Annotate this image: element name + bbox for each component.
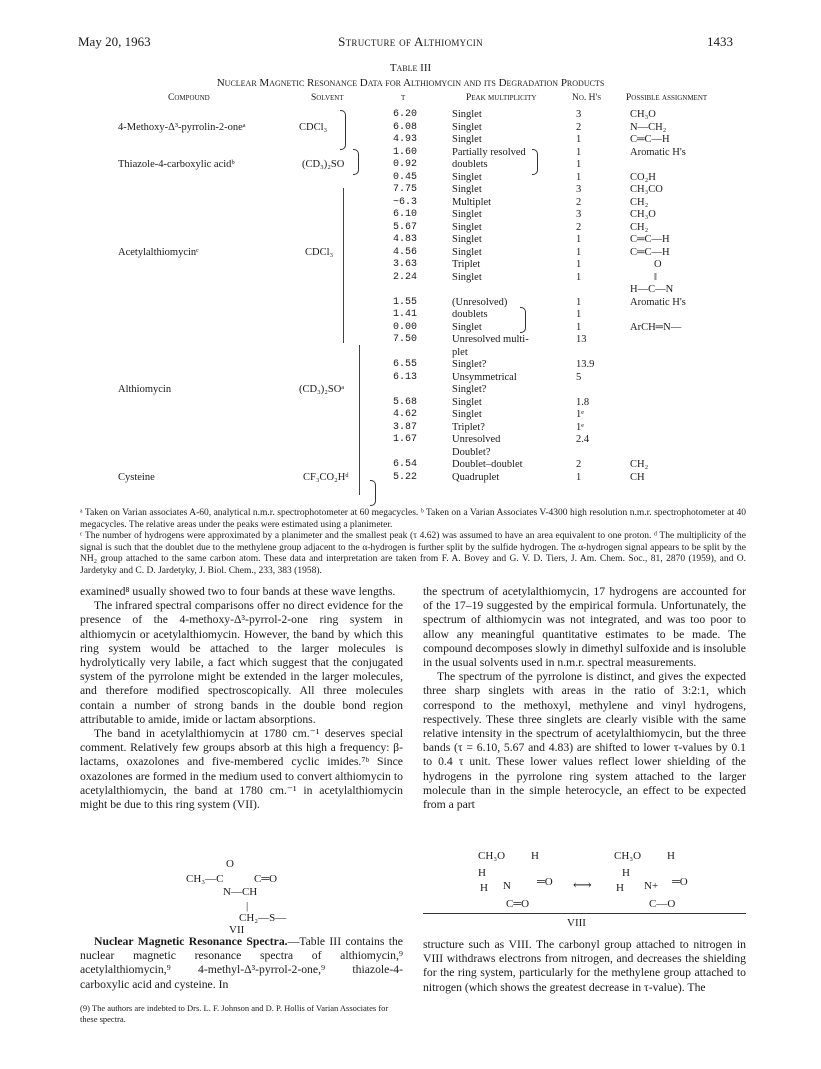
table-cell-assignment: CH₃CO: [630, 184, 663, 195]
structure-vii-label: VII: [229, 924, 245, 936]
table-cell-multiplicity: Singlet: [452, 409, 482, 420]
table-cell-h-count: 1: [576, 259, 582, 270]
table-cell-assignment: CH: [630, 471, 645, 483]
table-cell-multiplicity: doublets: [452, 309, 488, 320]
table-cell-tau-value: 4.56: [393, 246, 418, 258]
table-cell-tau-value: 4.62: [393, 409, 418, 420]
table-cell-multiplicity: Singlet: [452, 121, 482, 133]
reference-9: (9) The authors are indebted to Drs. L. F. Johnson and D. P. Hollis of Varian Associates for these spectra.: [80, 1003, 389, 1024]
table-cell-assignment: H—C—N: [630, 284, 674, 295]
table-cell-assignment: CH₂: [630, 221, 649, 233]
table-cell-assignment: C═C—H: [630, 234, 670, 245]
col-header-tau: τ: [401, 93, 406, 103]
group-brace: [532, 149, 538, 175]
table-cell-h-count: 2: [576, 121, 582, 133]
table-cell-tau-value: 0.00: [393, 321, 418, 333]
section-heading: Nuclear Magnetic Resonance Spectra.: [94, 935, 288, 948]
table-cell-multiplicity: Singlet: [452, 271, 482, 283]
table-cell-tau-value: 3.63: [393, 259, 418, 270]
table-cell-tau-value: 5.67: [393, 221, 418, 233]
table-cell-multiplicity: Singlet?: [452, 384, 487, 395]
table-cell-multiplicity: Singlet: [452, 184, 482, 195]
table-cell-compound: Acetylalthiomycinᶜ: [118, 246, 199, 258]
table-cell-tau-value: 2.24: [393, 271, 418, 283]
table-cell-multiplicity: Unresolved multi-: [452, 334, 529, 345]
table-cell-tau-value: 5.22: [393, 471, 418, 483]
table-cell-h-count: 2.4: [576, 434, 590, 445]
table-cell-multiplicity: Doublet–doublet: [452, 459, 523, 470]
paragraph: —Table III contains the nuclear magnetic resonance spectra of althiomycin,⁹ acetylalthiomycin,⁹ 4-methyl-Δ³-pyrrol-2-one,⁹ thiazole-4-carboxylic acid and cysteine. In: [80, 935, 403, 991]
col-header-assignment: Possible assignment: [626, 93, 708, 103]
col-header-compound: Compound: [168, 93, 210, 103]
table-cell-tau-value: 6.13: [393, 371, 418, 383]
table-cell-h-count: 1: [576, 321, 582, 333]
table-cell-assignment: Aromatic H's: [630, 146, 686, 158]
table-cell-multiplicity: Singlet: [452, 171, 482, 183]
table-cell-multiplicity: doublets: [452, 159, 488, 170]
table-cell-compound: Thiazole-4-carboxylic acidᵇ: [118, 159, 235, 170]
table-cell-h-count: 1: [576, 146, 582, 158]
page-number: 1433: [707, 34, 733, 49]
table-cell-tau-value: 6.08: [393, 121, 418, 133]
table-cell-tau-value: ~6.3: [393, 196, 418, 208]
table-label: Table III: [389, 62, 432, 74]
table-title: Nuclear Magnetic Resonance Data for Althiomycin and its Degradation Products: [216, 77, 605, 89]
group-brace: [370, 480, 376, 506]
table-cell-multiplicity: Multiplet: [452, 196, 492, 208]
table-cell-tau-value: 7.50: [393, 334, 418, 345]
table-cell-assignment: CO₂H: [630, 171, 656, 183]
table-cell-assignment: ‖: [654, 271, 657, 283]
table-cell-h-count: 3: [576, 109, 582, 120]
table-cell-h-count: 5: [576, 371, 582, 383]
paragraph: The band in acetylalthiomycin at 1780 cm.⁻¹ deserves special comment. Relatively few groups absorb at this high a frequency: β-lactams, oxazolones and five-membered cyclic imides.⁷ᵇ Since oxazolones are formed in the medium used to convert althiomycin to acetylalthiomycin, the band at 1780 cm.⁻¹ in acetylalthiomycin might be due to this ring system (VII).: [80, 727, 403, 812]
table-cell-h-count: 13.9: [576, 359, 595, 370]
running-title: Structure of Althiomycin: [338, 34, 483, 49]
col-header-nh: No. H's: [572, 93, 602, 103]
table-cell-h-count: 2: [576, 221, 582, 233]
table-cell-multiplicity: Singlet: [452, 246, 482, 258]
table-cell-assignment: ArCH═N—: [630, 321, 682, 333]
group-line: [359, 345, 360, 495]
table-cell-multiplicity: Doublet?: [452, 446, 491, 458]
paragraph: The spectrum of the pyrrolone is distinct, and gives the expected three sharp singlets with areas in the ratio of 3:2:1, which correspond to the methoxyl, methylene and vinyl hydrogens, respectively. These three singlets are clearly visible with the same relative intensity in the spectrum of acetylalthiomycin, but the three bands (τ = 6.10, 5.67 and 4.83) are shifted to lower τ-values by 0.1 to 0.4 τ unit. These lower values reflect lower shielding of the hydrogens in the pyrrolone ring system attached to the larger molecule than in the simple heterocycle, an effect to be expected from a part: [423, 670, 746, 812]
group-brace: [353, 149, 359, 175]
table-cell-h-count: 1ᵉ: [576, 421, 584, 433]
table-cell-multiplicity: (Unresolved): [452, 296, 508, 308]
table-cell-multiplicity: Singlet: [452, 234, 482, 245]
table-cell-h-count: 1ᵉ: [576, 409, 584, 420]
table-cell-h-count: 1: [576, 134, 582, 145]
table-cell-solvent: (CD₃)₂SOᵃ: [299, 384, 345, 395]
table-cell-tau-value: 3.87: [393, 421, 418, 433]
table-cell-h-count: 1: [576, 234, 582, 245]
table-cell-solvent: CDCl₃: [305, 246, 334, 258]
table-cell-assignment: O: [654, 259, 662, 270]
table-cell-h-count: 3: [576, 209, 582, 220]
table-cell-multiplicity: Singlet: [452, 109, 482, 120]
left-column: [80, 585, 403, 812]
figure-rule: [423, 913, 746, 914]
table-cell-tau-value: 4.83: [393, 234, 418, 245]
table-cell-multiplicity: Triplet?: [452, 421, 485, 433]
table-cell-h-count: 3: [576, 184, 582, 195]
table-cell-assignment: CH₃O: [630, 209, 656, 220]
group-brace: [340, 110, 346, 150]
table-cell-solvent: CDCl₃: [299, 121, 328, 133]
table-cell-multiplicity: Singlet: [452, 321, 482, 333]
table-cell-tau-value: 6.54: [393, 459, 418, 470]
table-cell-compound: Althiomycin: [118, 384, 172, 395]
table-cell-tau-value: 5.68: [393, 396, 418, 408]
table-cell-solvent: CF₃CO₂Hᵈ: [303, 471, 349, 483]
table-cell-h-count: 1: [576, 471, 582, 483]
table-cell-multiplicity: Singlet: [452, 221, 482, 233]
table-cell-h-count: 2: [576, 459, 582, 470]
paragraph: the spectrum of acetylalthiomycin, 17 hydrogens are accounted for of the 17–19 suggested by the empirical formula. Unfortunately, the spectrum of althiomycin was not integrated, and was too poor to allow any meaningful quantitative estimates to be made. The compound decomposes slowly in dimethyl sulfoxide and is insoluble in the usual solvents used in n.m.r. spectral measurements.: [423, 585, 746, 670]
table-cell-multiplicity: Singlet: [452, 209, 482, 220]
paragraph: examined⁸ usually showed two to four bands at these wave lengths.: [80, 585, 396, 598]
table-cell-assignment: CH₂: [630, 459, 649, 470]
table-cell-h-count: 1: [576, 246, 582, 258]
nmr-paragraph: [80, 935, 403, 992]
col-header-multiplicity: Peak multiplicity: [466, 93, 537, 103]
table-cell-multiplicity: Unsymmetrical: [452, 371, 517, 383]
table-cell-compound: 4-Methoxy-Δ³-pyrrolin-2-oneᵃ: [118, 121, 246, 133]
group-brace: [520, 307, 526, 333]
table-cell-h-count: 1: [576, 296, 582, 308]
table-cell-compound: Cysteine: [118, 471, 155, 483]
footnote-1: ᵃ Taken on Varian associates A-60, analytical n.m.r. spectrophotometer at 60 megacycles. ᵇ Taken on a Varian Associates V-4300 high resolution n.m.r. spectrophotometer at 40 megacycles. The relative areas under the peaks were estimated using a planimeter.: [80, 508, 746, 530]
table-cell-multiplicity: Unresolved: [452, 434, 501, 445]
paragraph: The infrared spectral comparisons offer no direct evidence for the presence of the 4-methoxy-Δ³-pyrrol-2-one ring system in althiomycin or acetylalthiomycin. However, the band by which this ring system would be attached to the larger molecules is hydrolytically very labile, a fact which suggest that the conjugated system of the pyrrolone might be extended in the larger molecules, and therefore modified spectroscopically. All three molecules contain a number of strong bands in the double bond region attributable to amide, imide or lactam absorptions.: [80, 599, 403, 726]
table-cell-tau-value: 4.93: [393, 134, 418, 145]
right-column: [423, 585, 746, 812]
table-cell-multiplicity: Partially resolved: [452, 146, 526, 158]
table-cell-assignment: C═C—H: [630, 246, 670, 258]
table-cell-multiplicity: Singlet: [452, 396, 482, 408]
table-cell-tau-value: 0.92: [393, 159, 418, 170]
table-cell-tau-value: 7.75: [393, 184, 418, 195]
table-cell-tau-value: 1.60: [393, 146, 418, 158]
col-header-solvent: Solvent: [311, 93, 344, 103]
table-cell-solvent: (CD₃)₂SO: [302, 159, 345, 170]
paragraph: structure such as VIII. The carbonyl group attached to nitrogen in VIII withdraws electrons from nitrogen, and decreases the shielding for the ring system, particularly for the methylene group attached to nitrogen (which shows the greatest decrease in τ-value). The: [423, 938, 746, 994]
table-cell-multiplicity: plet: [452, 346, 468, 358]
footnote-2: ᶜ The number of hydrogens were approximated by a planimeter and the smallest peak (τ 4.62) was assumed to have an area equivalent to one proton. ᵈ The multiplicity of the signal is such that the doublet due to the methylene group adjacent to the α-hydrogen is further split by the sulfide hydrogen. The α-hydrogen signal appears to be split by the NH₂ group attached to the same carbon atom. These data and interpretation are taken from F. A. Bovey and G. V. D. Tiers, J. Am. Chem. Soc., 81, 2870 (1959), and O. Jardetyky and C. D. Jardetyky, J. Biol. Chem., 233, 383 (1958).: [80, 531, 746, 576]
table-cell-tau-value: 6.20: [393, 109, 418, 120]
table-cell-assignment: CH₂: [630, 196, 649, 208]
table-cell-tau-value: 6.10: [393, 209, 418, 220]
table-cell-tau-value: 1.55: [393, 296, 418, 308]
structure-viii-label: VIII: [567, 917, 586, 929]
table-cell-tau-value: 1.41: [393, 309, 418, 320]
table-cell-h-count: 2: [576, 196, 582, 208]
table-cell-h-count: 1: [576, 271, 582, 283]
group-line: [343, 188, 344, 343]
table-cell-multiplicity: Quadruplet: [452, 471, 500, 483]
table-cell-assignment: C═C—H: [630, 134, 670, 145]
table-cell-assignment: CH₃O: [630, 109, 656, 120]
table-cell-h-count: 1: [576, 171, 582, 183]
table-cell-h-count: 1: [576, 309, 582, 320]
table-cell-multiplicity: Singlet?: [452, 359, 487, 370]
table-cell-multiplicity: Singlet: [452, 134, 482, 145]
table-cell-multiplicity: Triplet: [452, 259, 481, 270]
table-cell-h-count: 1: [576, 159, 582, 170]
table-cell-tau-value: 1.67: [393, 434, 418, 445]
table-cell-h-count: 1.8: [576, 396, 590, 408]
table-cell-h-count: 13: [576, 334, 587, 345]
table-cell-assignment: Aromatic H's: [630, 296, 686, 308]
page-date: May 20, 1963: [78, 34, 151, 49]
table-cell-tau-value: 0.45: [393, 171, 418, 183]
table-cell-tau-value: 6.55: [393, 359, 418, 370]
right-column-cont: [423, 938, 746, 995]
table-cell-assignment: N—CH₂: [630, 121, 667, 133]
